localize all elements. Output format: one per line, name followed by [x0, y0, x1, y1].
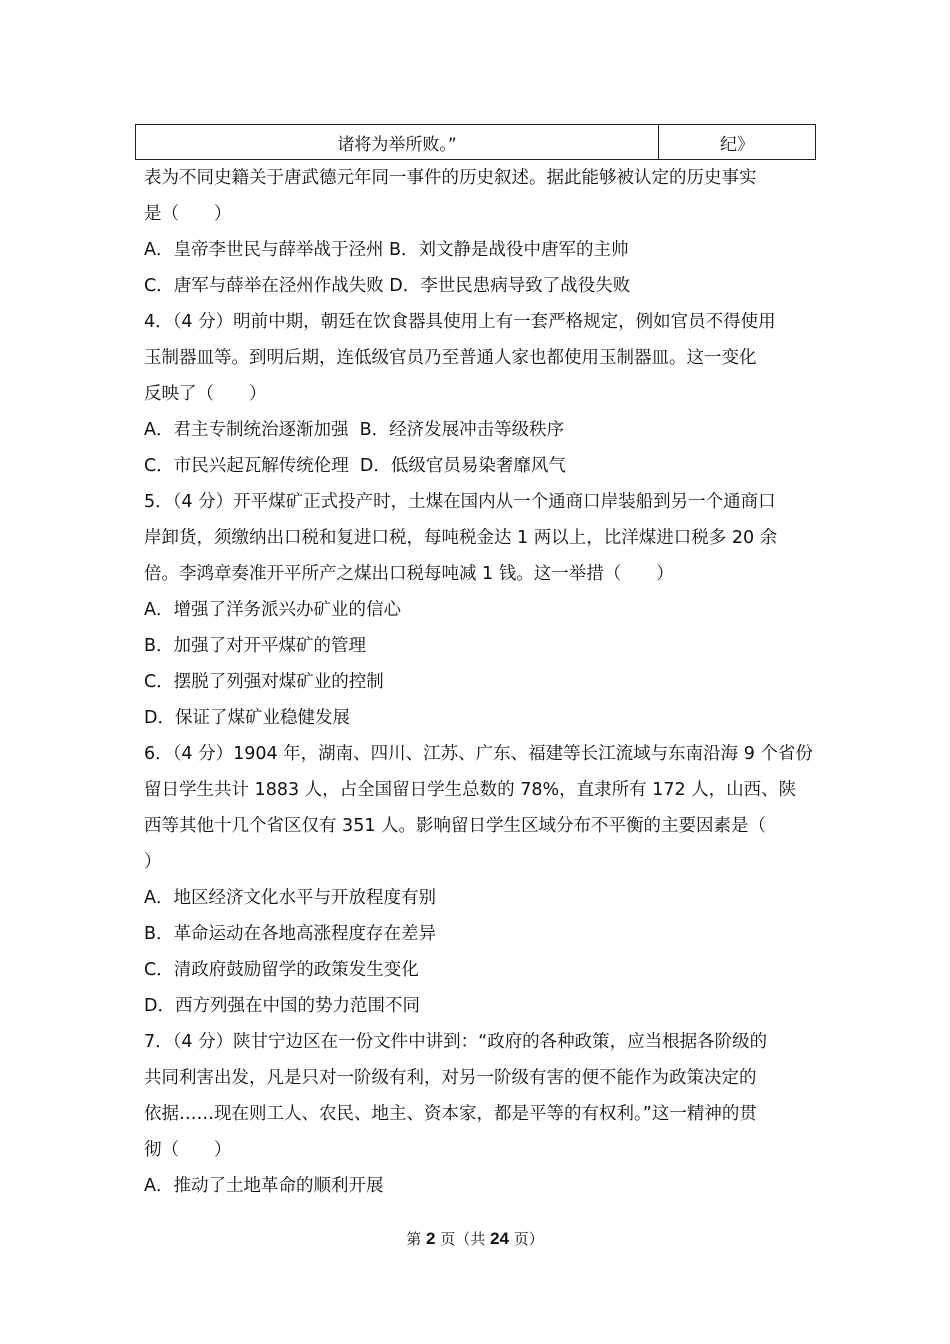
source-table-tail — [135, 124, 816, 160]
question-4-line: 4．（4 分）明前中期，朝廷在饮食器具使用上有一套严格规定，例如官员不得使用 — [144, 312, 776, 332]
footer-prefix: 第 — [406, 1230, 422, 1248]
page-footer — [0, 1228, 950, 1249]
option-line: A．增强了洋务派兴办矿业的信心 — [144, 600, 401, 620]
page-total: 24 — [490, 1229, 509, 1248]
question-text — [144, 160, 813, 1204]
text-line: 反映了（ ） — [144, 384, 267, 404]
option-line: B．革命运动在各地高涨程度存在差异 — [144, 924, 437, 944]
option-line: A．地区经济文化水平与开放程度有别 — [144, 888, 436, 908]
table-cell-source: 纪》 — [659, 125, 816, 160]
text-line: 倍。李鸿章奏准开平所产之煤出口税每吨减 1 钱。这一举措（ ） — [144, 564, 674, 584]
text-line: 玉制器皿等。到明后期，连低级官员乃至普通人家也都使用玉制器皿。这一变化 — [144, 348, 757, 368]
option-line: B．加强了对开平煤矿的管理 — [144, 636, 367, 656]
question-7-line: 7．（4 分）陕甘宁边区在一份文件中讲到：“政府的各种政策，应当根据各阶级的 — [144, 1032, 768, 1052]
text-line: 依据……现在则工人、农民、地主、资本家，都是平等的有权利。”这一精神的贯 — [144, 1104, 757, 1124]
option-line: A．推动了土地革命的顺利开展 — [144, 1176, 384, 1196]
table-row — [136, 125, 816, 160]
text-line: 彻（ ） — [144, 1140, 232, 1160]
footer-suffix: 页） — [513, 1230, 544, 1248]
text-line: 表为不同史籍关于唐武德元年同一事件的历史叙述。据此能够被认定的历史事实 — [144, 168, 757, 188]
option-line: A．皇帝李世民与薛举战于泾州 B．刘文静是战役中唐军的主帅 — [144, 240, 629, 260]
text-line: 是（ ） — [144, 204, 232, 224]
option-line: C．市民兴起瓦解传统伦理 D．低级官员易染奢靡风气 — [144, 456, 566, 476]
option-line: C．摆脱了列强对煤矿业的控制 — [144, 672, 384, 692]
text-line: 共同利害出发，凡是只对一阶级有利，对另一阶级有害的便不能作为政策决定的 — [144, 1068, 757, 1088]
option-line: D．西方列强在中国的势力范围不同 — [144, 996, 420, 1016]
option-line: C．唐军与薛举在泾州作战失败 D．李世民患病导致了战役失败 — [144, 276, 631, 296]
footer-middle: 页（共 — [440, 1230, 486, 1248]
page-number: 2 — [426, 1229, 436, 1248]
table-cell-quote: 诸将为举所败。” — [136, 125, 659, 160]
option-line: A．君主专制统治逐渐加强 B．经济发展冲击等级秩序 — [144, 420, 565, 440]
text-line: 岸卸货，须缴纳出口税和复进口税，每吨税金达 1 两以上，比洋煤进口税多 20 余 — [144, 528, 778, 548]
option-line: C．清政府鼓励留学的政策发生变化 — [144, 960, 419, 980]
text-line: 留日学生共计 1883 人，占全国留日学生总数的 78%，直隶所有 172 人，山西、陕 — [144, 780, 797, 800]
option-line: D．保证了煤矿业稳健发展 — [144, 708, 350, 728]
text-line: ） — [144, 852, 162, 872]
question-6-line: 6．（4 分）1904 年，湖南、四川、江苏、广东、福建等长江流域与东南沿海 9 个省份 — [144, 744, 813, 764]
text-line: 西等其他十几个省区仅有 351 人。影响留日学生区域分布不平衡的主要因素是（ — [144, 816, 767, 836]
question-5-line: 5．（4 分）开平煤矿正式投产时，土煤在国内从一个通商口岸装船到另一个通商口 — [144, 492, 776, 512]
